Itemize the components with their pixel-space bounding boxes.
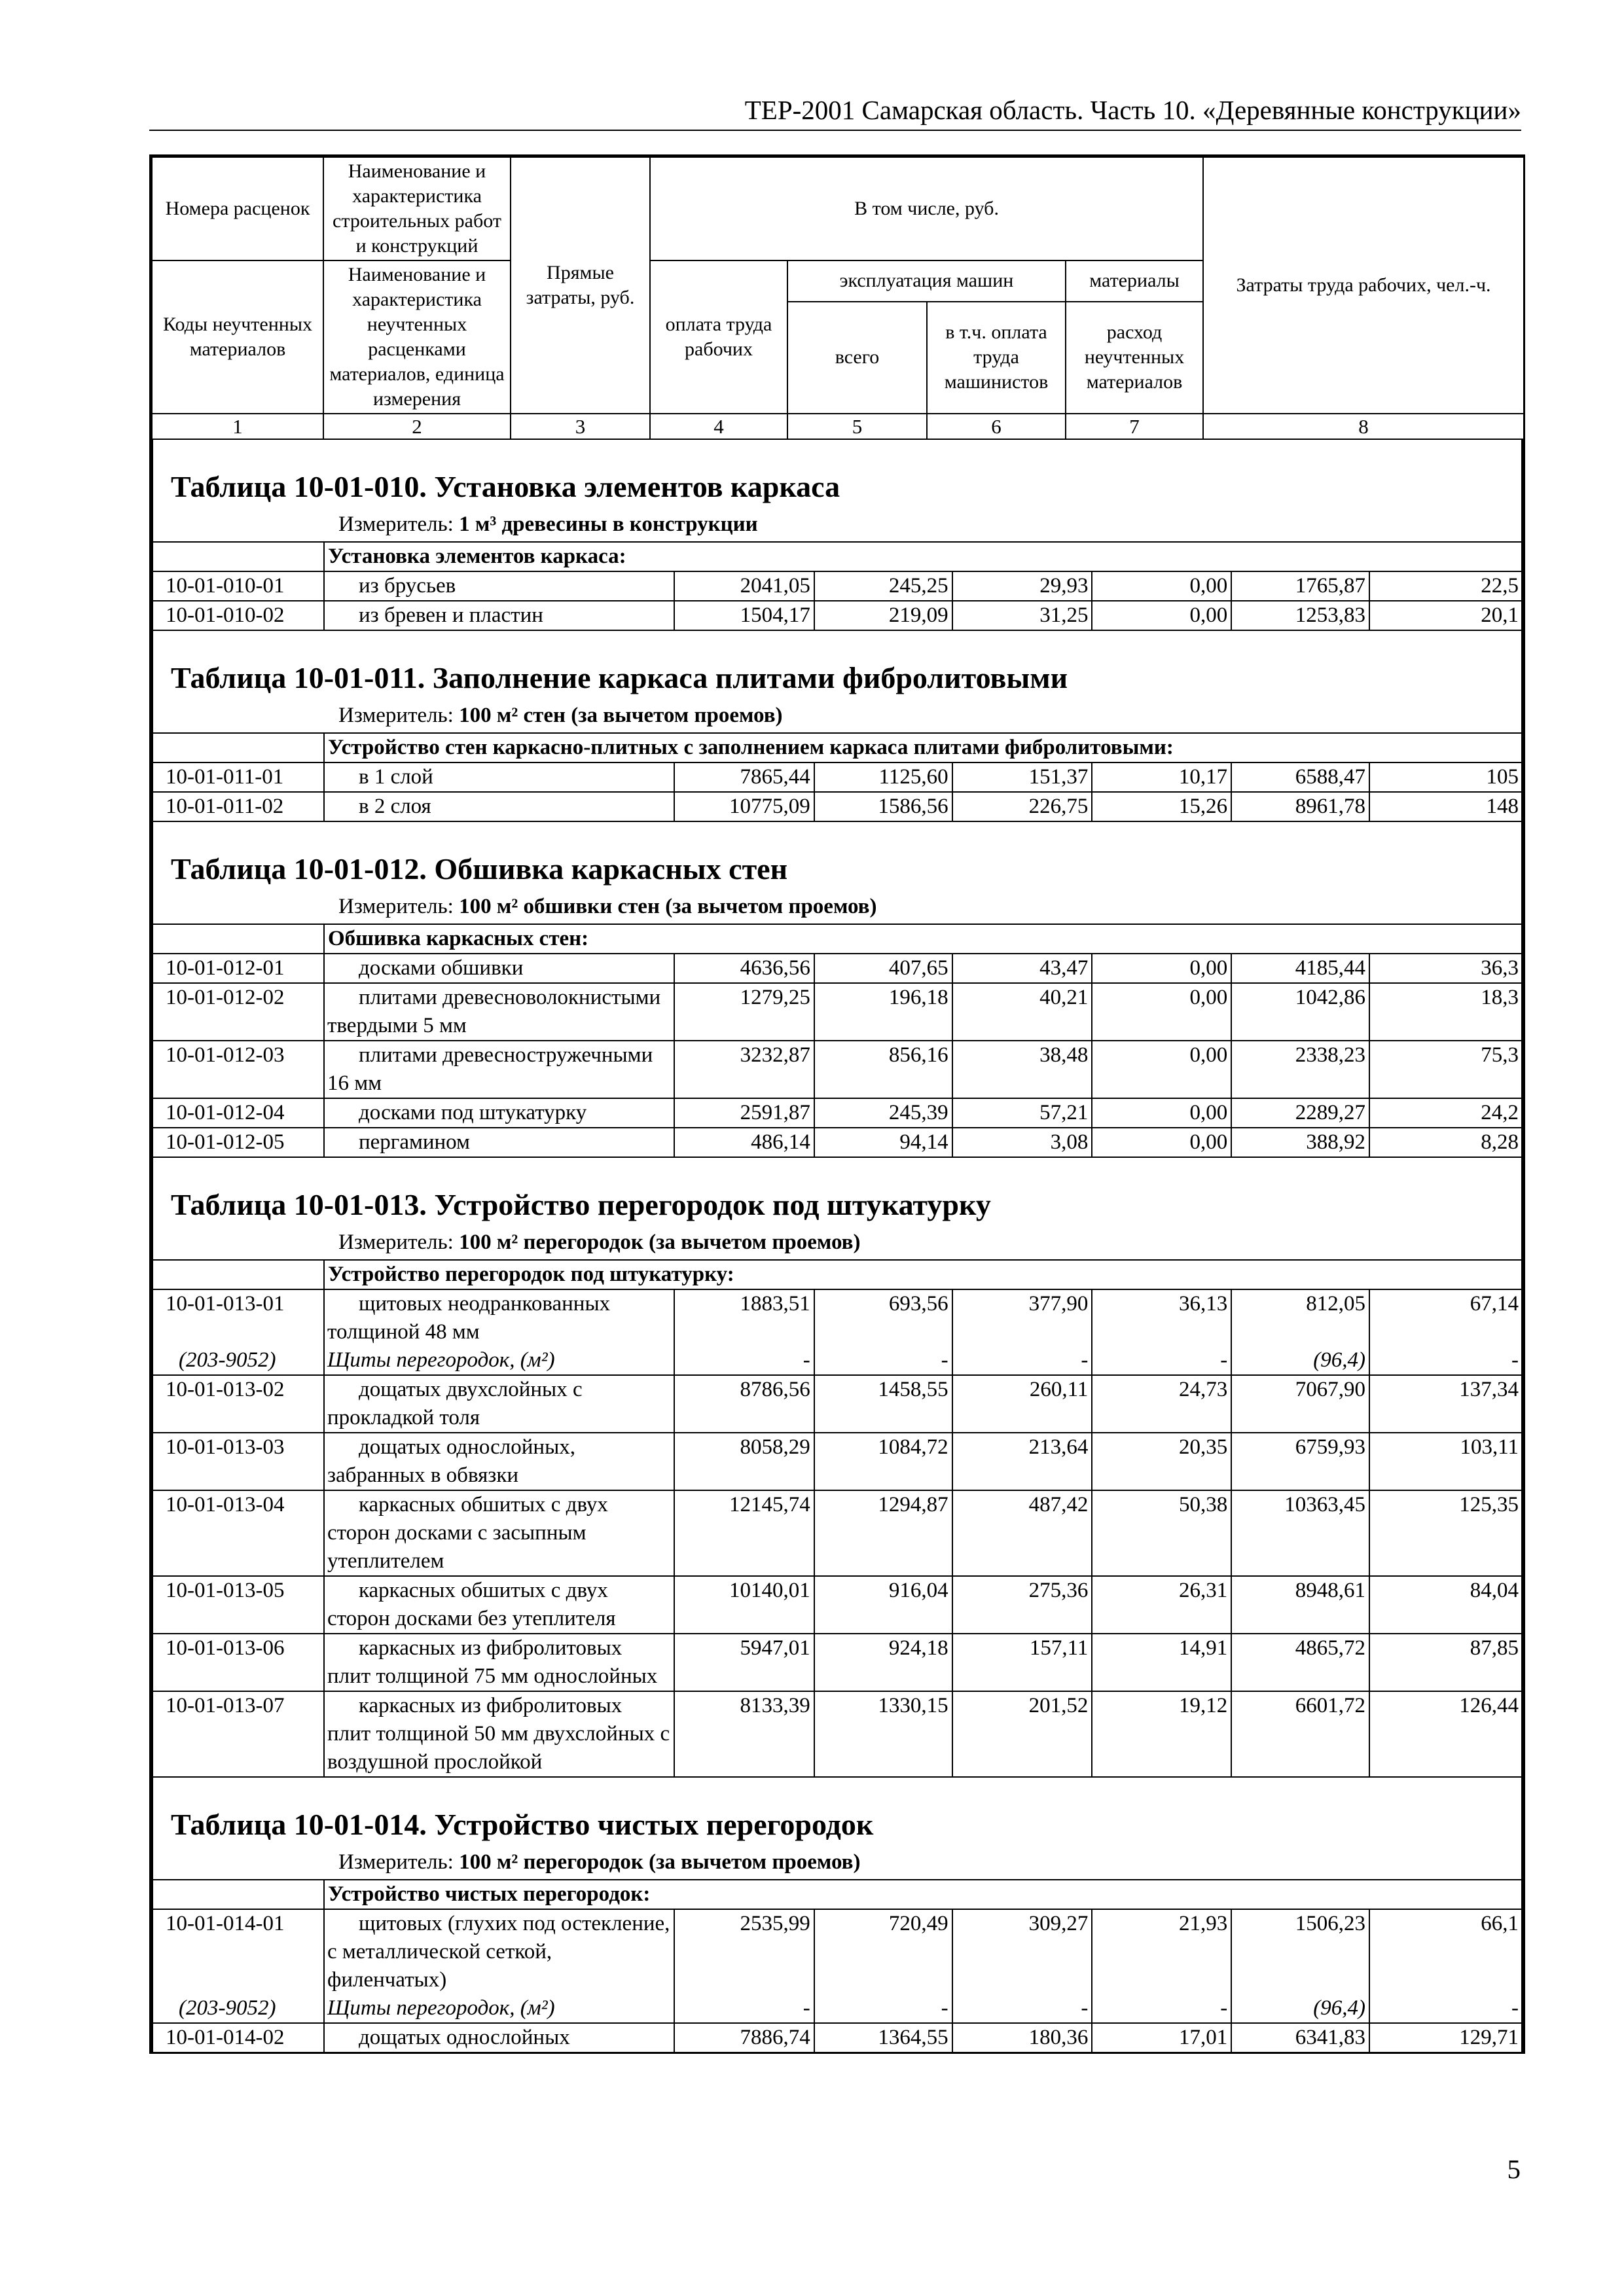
- value-cell: 29,93: [952, 571, 1092, 601]
- section-title: Таблица 10-01-013. Устройство перегородок под штукатурку: [171, 1188, 991, 1221]
- value-cell: 24,2: [1369, 1098, 1523, 1128]
- group-heading: Установка элементов каркаса:: [324, 542, 1523, 571]
- col-number: 6: [927, 414, 1066, 439]
- rate-code: 10-01-011-02: [152, 792, 324, 821]
- value-cell: 1279,25: [674, 983, 814, 1041]
- value-cell: 22,5: [1369, 571, 1523, 601]
- group-heading: Устройство чистых перегородок:: [324, 1880, 1523, 1909]
- value-cell: 8,28: [1369, 1128, 1523, 1157]
- price-table: [149, 154, 1525, 2054]
- value-cell: 720,49: [814, 1909, 952, 1994]
- col3-header: Прямые затраты, руб.: [511, 157, 650, 414]
- value-cell: 1586,56: [814, 792, 952, 821]
- value-cell: 2041,05: [674, 571, 814, 601]
- group-heading: Устройство перегородок под штукатурку:: [324, 1260, 1523, 1289]
- value-cell: -: [674, 1346, 814, 1375]
- work-name-text: досками под штукатурку: [358, 1101, 587, 1124]
- measurement-label: Измеритель:: [338, 895, 454, 918]
- page-number: 5: [1507, 2154, 1521, 2184]
- table-row: [152, 2023, 1523, 2053]
- table-row: [152, 1634, 1523, 1691]
- value-cell: 309,27: [952, 1909, 1092, 1994]
- value-cell: 125,35: [1369, 1490, 1523, 1576]
- rate-code: 10-01-013-06: [152, 1634, 324, 1691]
- value-cell: 5947,01: [674, 1634, 814, 1691]
- value-cell: 66,1: [1369, 1909, 1523, 1994]
- value-cell: -: [814, 1994, 952, 2023]
- value-cell: 57,21: [952, 1098, 1092, 1128]
- value-cell: 84,04: [1369, 1576, 1523, 1634]
- value-cell: -: [952, 1994, 1092, 2023]
- group-spacer: [152, 1260, 324, 1289]
- table-row: [152, 1098, 1523, 1128]
- measurement-value: 100 м² перегородок (за вычетом проемов): [459, 1850, 861, 1874]
- measurement-label: Измеритель:: [338, 1850, 454, 1874]
- value-cell: 129,71: [1369, 2023, 1523, 2053]
- rate-code: 10-01-013-01: [152, 1289, 324, 1346]
- table-row: [152, 1909, 1523, 1994]
- work-name: [324, 1041, 674, 1098]
- machines-header: эксплуатация машин: [787, 260, 1066, 302]
- value-cell: 1458,55: [814, 1375, 952, 1433]
- value-cell: 487,42: [952, 1490, 1092, 1576]
- work-name: [324, 1128, 674, 1157]
- work-name-text: дощатых двухслойных с прокладкой толя: [327, 1378, 583, 1429]
- work-name: [324, 1490, 674, 1576]
- work-name-text: из бревен и пластин: [359, 603, 543, 627]
- value-cell: 812,05: [1231, 1289, 1369, 1346]
- value-cell: 26,31: [1092, 1576, 1231, 1634]
- value-cell: 2535,99: [674, 1909, 814, 1994]
- section-table: [151, 1879, 1523, 2054]
- table-header: [151, 156, 1525, 440]
- value-cell: 126,44: [1369, 1691, 1523, 1777]
- col-number: 2: [323, 414, 511, 439]
- value-cell: 38,48: [952, 1041, 1092, 1098]
- value-cell: 8133,39: [674, 1691, 814, 1777]
- value-cell: -: [952, 1346, 1092, 1375]
- work-name-text: каркасных из фибролитовых плит толщиной 75 мм однослойных: [327, 1636, 658, 1688]
- value-cell: 213,64: [952, 1433, 1092, 1490]
- table-row: [152, 1433, 1523, 1490]
- group-spacer: [152, 733, 324, 762]
- work-name: [324, 1634, 674, 1691]
- rate-code: 10-01-013-02: [152, 1375, 324, 1433]
- col1-top-header: Номера расценок: [152, 157, 323, 260]
- rate-code: 10-01-013-07: [152, 1691, 324, 1777]
- value-cell: 14,91: [1092, 1634, 1231, 1691]
- table-row: [152, 1375, 1523, 1433]
- work-name: [324, 2023, 674, 2053]
- measurement-value: 100 м² перегородок (за вычетом проемов): [459, 1230, 861, 1254]
- value-cell: 0,00: [1092, 601, 1231, 630]
- value-cell: 10,17: [1092, 762, 1231, 792]
- value-cell: 180,36: [952, 2023, 1092, 2053]
- measurement-unit: [153, 1223, 1521, 1259]
- value-cell: 6759,93: [1231, 1433, 1369, 1490]
- col2-bottom-header: Наименование и характеристика неучтенных расценками материалов, единица измерения: [323, 260, 511, 414]
- section-title: Таблица 10-01-012. Обшивка каркасных стен: [171, 852, 788, 886]
- table-row: [152, 983, 1523, 1041]
- value-cell: 8786,56: [674, 1375, 814, 1433]
- value-cell: 0,00: [1092, 983, 1231, 1041]
- work-name: [324, 762, 674, 792]
- work-name: [324, 1691, 674, 1777]
- group-heading: Устройство стен каркасно-плитных с заполнением каркаса плитами фибролитовыми:: [324, 733, 1523, 762]
- value-cell: 245,25: [814, 571, 952, 601]
- value-cell: 31,25: [952, 601, 1092, 630]
- value-cell: 1504,17: [674, 601, 814, 630]
- col2-top-header: Наименование и характеристика строительных работ и конструкций: [323, 157, 511, 260]
- value-cell: 2338,23: [1231, 1041, 1369, 1098]
- col1-bottom-header: Коды неучтенных материалов: [152, 260, 323, 414]
- value-cell: 10140,01: [674, 1576, 814, 1634]
- value-cell: 388,92: [1231, 1128, 1369, 1157]
- work-name-text: в 1 слой: [358, 765, 433, 789]
- col4-header: оплата труда рабочих: [650, 260, 787, 414]
- section-title: Таблица 10-01-011. Заполнение каркаса плитами фибролитовыми: [171, 661, 1068, 694]
- table-row: [152, 954, 1523, 983]
- value-cell: 15,26: [1092, 792, 1231, 821]
- value-cell: 0,00: [1092, 1041, 1231, 1098]
- value-cell: 137,34: [1369, 1375, 1523, 1433]
- value-cell: 8961,78: [1231, 792, 1369, 821]
- material-name: Щиты перегородок, (м²): [324, 1346, 674, 1375]
- value-cell: 75,3: [1369, 1041, 1523, 1098]
- work-name: [324, 1433, 674, 1490]
- work-name: [324, 1576, 674, 1634]
- table-row: [152, 1576, 1523, 1634]
- work-name: [324, 954, 674, 983]
- value-cell: 43,47: [952, 954, 1092, 983]
- section-table: [151, 541, 1523, 631]
- work-name-text: досками обшивки: [358, 956, 524, 980]
- value-cell: 219,09: [814, 601, 952, 630]
- value-cell: -: [1369, 1994, 1523, 2023]
- value-cell: 10363,45: [1231, 1490, 1369, 1576]
- group-spacer: [152, 924, 324, 954]
- value-cell: 19,12: [1092, 1691, 1231, 1777]
- value-cell: 377,90: [952, 1289, 1092, 1346]
- work-name-text: пергамином: [358, 1130, 470, 1154]
- table-row: [152, 1691, 1523, 1777]
- work-name-text: каркасных обшитых с двух сторон досками без утеплителя: [327, 1579, 616, 1630]
- value-cell: 12145,74: [674, 1490, 814, 1576]
- section-block: [151, 1158, 1523, 1778]
- measurement-label: Измеритель:: [338, 1230, 454, 1254]
- value-cell: 6588,47: [1231, 762, 1369, 792]
- value-cell: 275,36: [952, 1576, 1092, 1634]
- rate-code: 10-01-014-02: [152, 2023, 324, 2053]
- group-spacer: [152, 1880, 324, 1909]
- value-cell: 50,38: [1092, 1490, 1231, 1576]
- value-cell: 40,21: [952, 983, 1092, 1041]
- col-number: 5: [787, 414, 927, 439]
- value-cell: 1506,23: [1231, 1909, 1369, 1994]
- value-cell: 7886,74: [674, 2023, 814, 2053]
- col-number: 4: [650, 414, 787, 439]
- section-table: [151, 924, 1523, 1158]
- value-cell: 24,73: [1092, 1375, 1231, 1433]
- work-name-text: дощатых однослойных: [358, 2026, 570, 2049]
- value-cell: 1125,60: [814, 762, 952, 792]
- value-cell: 7865,44: [674, 762, 814, 792]
- section-table: [151, 732, 1523, 822]
- value-cell: 1042,86: [1231, 983, 1369, 1041]
- value-cell: 4185,44: [1231, 954, 1369, 983]
- value-cell: 17,01: [1092, 2023, 1231, 2053]
- material-code: (203-9052): [152, 1994, 324, 2023]
- value-cell: -: [1092, 1994, 1231, 2023]
- group-heading: Обшивка каркасных стен:: [324, 924, 1523, 954]
- value-cell: 1253,83: [1231, 601, 1369, 630]
- value-cell: 103,11: [1369, 1433, 1523, 1490]
- value-cell: (96,4): [1231, 1994, 1369, 2023]
- value-cell: 148: [1369, 792, 1523, 821]
- section-block: [151, 631, 1523, 822]
- value-cell: 3,08: [952, 1128, 1092, 1157]
- value-cell: 245,39: [814, 1098, 952, 1128]
- rate-code: 10-01-012-03: [152, 1041, 324, 1098]
- unaccounted-material-row: [152, 1346, 1523, 1375]
- value-cell: 3232,87: [674, 1041, 814, 1098]
- rate-code: 10-01-010-01: [152, 571, 324, 601]
- value-cell: 1084,72: [814, 1433, 952, 1490]
- material-name: Щиты перегородок, (м²): [324, 1994, 674, 2023]
- section-title: Таблица 10-01-014. Устройство чистых перегородок: [171, 1808, 874, 1841]
- value-cell: 20,1: [1369, 601, 1523, 630]
- rate-code: 10-01-013-05: [152, 1576, 324, 1634]
- col8-header: Затраты труда рабочих, чел.-ч.: [1203, 157, 1524, 414]
- section-block: [151, 822, 1523, 1158]
- value-cell: 4865,72: [1231, 1634, 1369, 1691]
- measurement-value: 100 м² стен (за вычетом проемов): [459, 704, 783, 727]
- value-cell: 1765,87: [1231, 571, 1369, 601]
- value-cell: 8058,29: [674, 1433, 814, 1490]
- rate-code: 10-01-012-02: [152, 983, 324, 1041]
- work-name-text: каркасных обшитых с двух сторон досками с засыпным утеплителем: [327, 1493, 608, 1573]
- value-cell: 1364,55: [814, 2023, 952, 2053]
- table-row: [152, 1289, 1523, 1346]
- table-row: [152, 762, 1523, 792]
- rate-code: 10-01-013-03: [152, 1433, 324, 1490]
- value-cell: 36,3: [1369, 954, 1523, 983]
- work-name-text: щитовых неодранкованных толщиной 48 мм: [327, 1292, 611, 1344]
- rate-code: 10-01-014-01: [152, 1909, 324, 1994]
- measurement-value: 100 м² обшивки стен (за вычетом проемов): [459, 895, 877, 918]
- section-block: [151, 1778, 1523, 2054]
- value-cell: 1330,15: [814, 1691, 952, 1777]
- col5-header: всего: [787, 302, 927, 414]
- value-cell: 260,11: [952, 1375, 1092, 1433]
- value-cell: 157,11: [952, 1634, 1092, 1691]
- work-name: [324, 1098, 674, 1128]
- value-cell: 7067,90: [1231, 1375, 1369, 1433]
- value-cell: -: [1369, 1346, 1523, 1375]
- work-name: [324, 1375, 674, 1433]
- section-table: [151, 1259, 1523, 1778]
- value-cell: 486,14: [674, 1128, 814, 1157]
- rate-code: 10-01-010-02: [152, 601, 324, 630]
- work-name: [324, 1909, 674, 1994]
- value-cell: 0,00: [1092, 1128, 1231, 1157]
- col-number: 3: [511, 414, 650, 439]
- col7-header: расход неучтенных материалов: [1066, 302, 1203, 414]
- value-cell: 693,56: [814, 1289, 952, 1346]
- value-cell: 0,00: [1092, 1098, 1231, 1128]
- rate-code: 10-01-012-04: [152, 1098, 324, 1128]
- value-cell: 2289,27: [1231, 1098, 1369, 1128]
- measurement-value: 1 м³ древесины в конструкции: [459, 512, 758, 536]
- value-cell: 916,04: [814, 1576, 952, 1634]
- running-header: ТЕР-2001 Самарская область. Часть 10. «Деревянные конструкции»: [149, 90, 1521, 131]
- work-name: [324, 983, 674, 1041]
- value-cell: 67,14: [1369, 1289, 1523, 1346]
- rate-code: 10-01-012-05: [152, 1128, 324, 1157]
- measurement-label: Измеритель:: [338, 704, 454, 727]
- value-cell: (96,4): [1231, 1346, 1369, 1375]
- table-row: [152, 571, 1523, 601]
- group-spacer: [152, 542, 324, 571]
- value-cell: 407,65: [814, 954, 952, 983]
- value-cell: 2591,87: [674, 1098, 814, 1128]
- materials-header: материалы: [1066, 260, 1203, 302]
- table-row: [152, 1128, 1523, 1157]
- value-cell: 0,00: [1092, 954, 1231, 983]
- value-cell: -: [814, 1346, 952, 1375]
- measurement-unit: [153, 1843, 1521, 1879]
- col-number: 1: [152, 414, 323, 439]
- value-cell: 10775,09: [674, 792, 814, 821]
- work-name-text: плитами древесноволокнистыми твердыми 5 мм: [327, 986, 661, 1037]
- value-cell: 0,00: [1092, 571, 1231, 601]
- measurement-label: Измеритель:: [338, 512, 454, 536]
- value-cell: 856,16: [814, 1041, 952, 1098]
- table-row: [152, 1041, 1523, 1098]
- material-code: (203-9052): [152, 1346, 324, 1375]
- value-cell: 105: [1369, 762, 1523, 792]
- col-number: 8: [1203, 414, 1524, 439]
- work-name-text: в 2 слоя: [358, 795, 431, 818]
- value-cell: 87,85: [1369, 1634, 1523, 1691]
- value-cell: 4636,56: [674, 954, 814, 983]
- value-cell: 18,3: [1369, 983, 1523, 1041]
- rate-code: 10-01-013-04: [152, 1490, 324, 1576]
- value-cell: 8948,61: [1231, 1576, 1369, 1634]
- col-number: 7: [1066, 414, 1203, 439]
- work-name: [324, 601, 674, 630]
- value-cell: 226,75: [952, 792, 1092, 821]
- value-cell: 1294,87: [814, 1490, 952, 1576]
- measurement-unit: [153, 505, 1521, 541]
- table-row: [152, 792, 1523, 821]
- measurement-unit: [153, 888, 1521, 924]
- value-cell: 1883,51: [674, 1289, 814, 1346]
- value-cell: 20,35: [1092, 1433, 1231, 1490]
- work-name-text: щитовых (глухих под остекление, с металлической сеткой, филенчатых): [327, 1912, 670, 1992]
- work-name-text: дощатых однослойных, забранных в обвязки: [327, 1435, 575, 1487]
- value-cell: 151,37: [952, 762, 1092, 792]
- measurement-unit: [153, 696, 1521, 732]
- section-title: Таблица 10-01-010. Установка элементов каркаса: [171, 470, 840, 503]
- table-row: [152, 601, 1523, 630]
- value-cell: 36,13: [1092, 1289, 1231, 1346]
- value-cell: 21,93: [1092, 1909, 1231, 1994]
- value-cell: 924,18: [814, 1634, 952, 1691]
- work-name-text: плитами древесностружечными 16 мм: [327, 1043, 653, 1095]
- value-cell: 94,14: [814, 1128, 952, 1157]
- rate-code: 10-01-011-01: [152, 762, 324, 792]
- work-name: [324, 1289, 674, 1346]
- value-cell: 201,52: [952, 1691, 1092, 1777]
- value-cell: -: [1092, 1346, 1231, 1375]
- value-cell: 6341,83: [1231, 2023, 1369, 2053]
- work-name: [324, 571, 674, 601]
- value-cell: -: [674, 1994, 814, 2023]
- work-name-text: каркасных из фибролитовых плит толщиной 50 мм двухслойных с воздушной прослойкой: [327, 1694, 670, 1774]
- table-row: [152, 1490, 1523, 1576]
- rate-code: 10-01-012-01: [152, 954, 324, 983]
- work-name-text: из брусьев: [359, 574, 456, 598]
- work-name: [324, 792, 674, 821]
- value-cell: 6601,72: [1231, 1691, 1369, 1777]
- section-block: [151, 440, 1523, 631]
- unaccounted-material-row: [152, 1994, 1523, 2023]
- col6-header: в т.ч. оплата труда машинистов: [927, 302, 1066, 414]
- value-cell: 196,18: [814, 983, 952, 1041]
- in-total-header: В том числе, руб.: [650, 157, 1203, 260]
